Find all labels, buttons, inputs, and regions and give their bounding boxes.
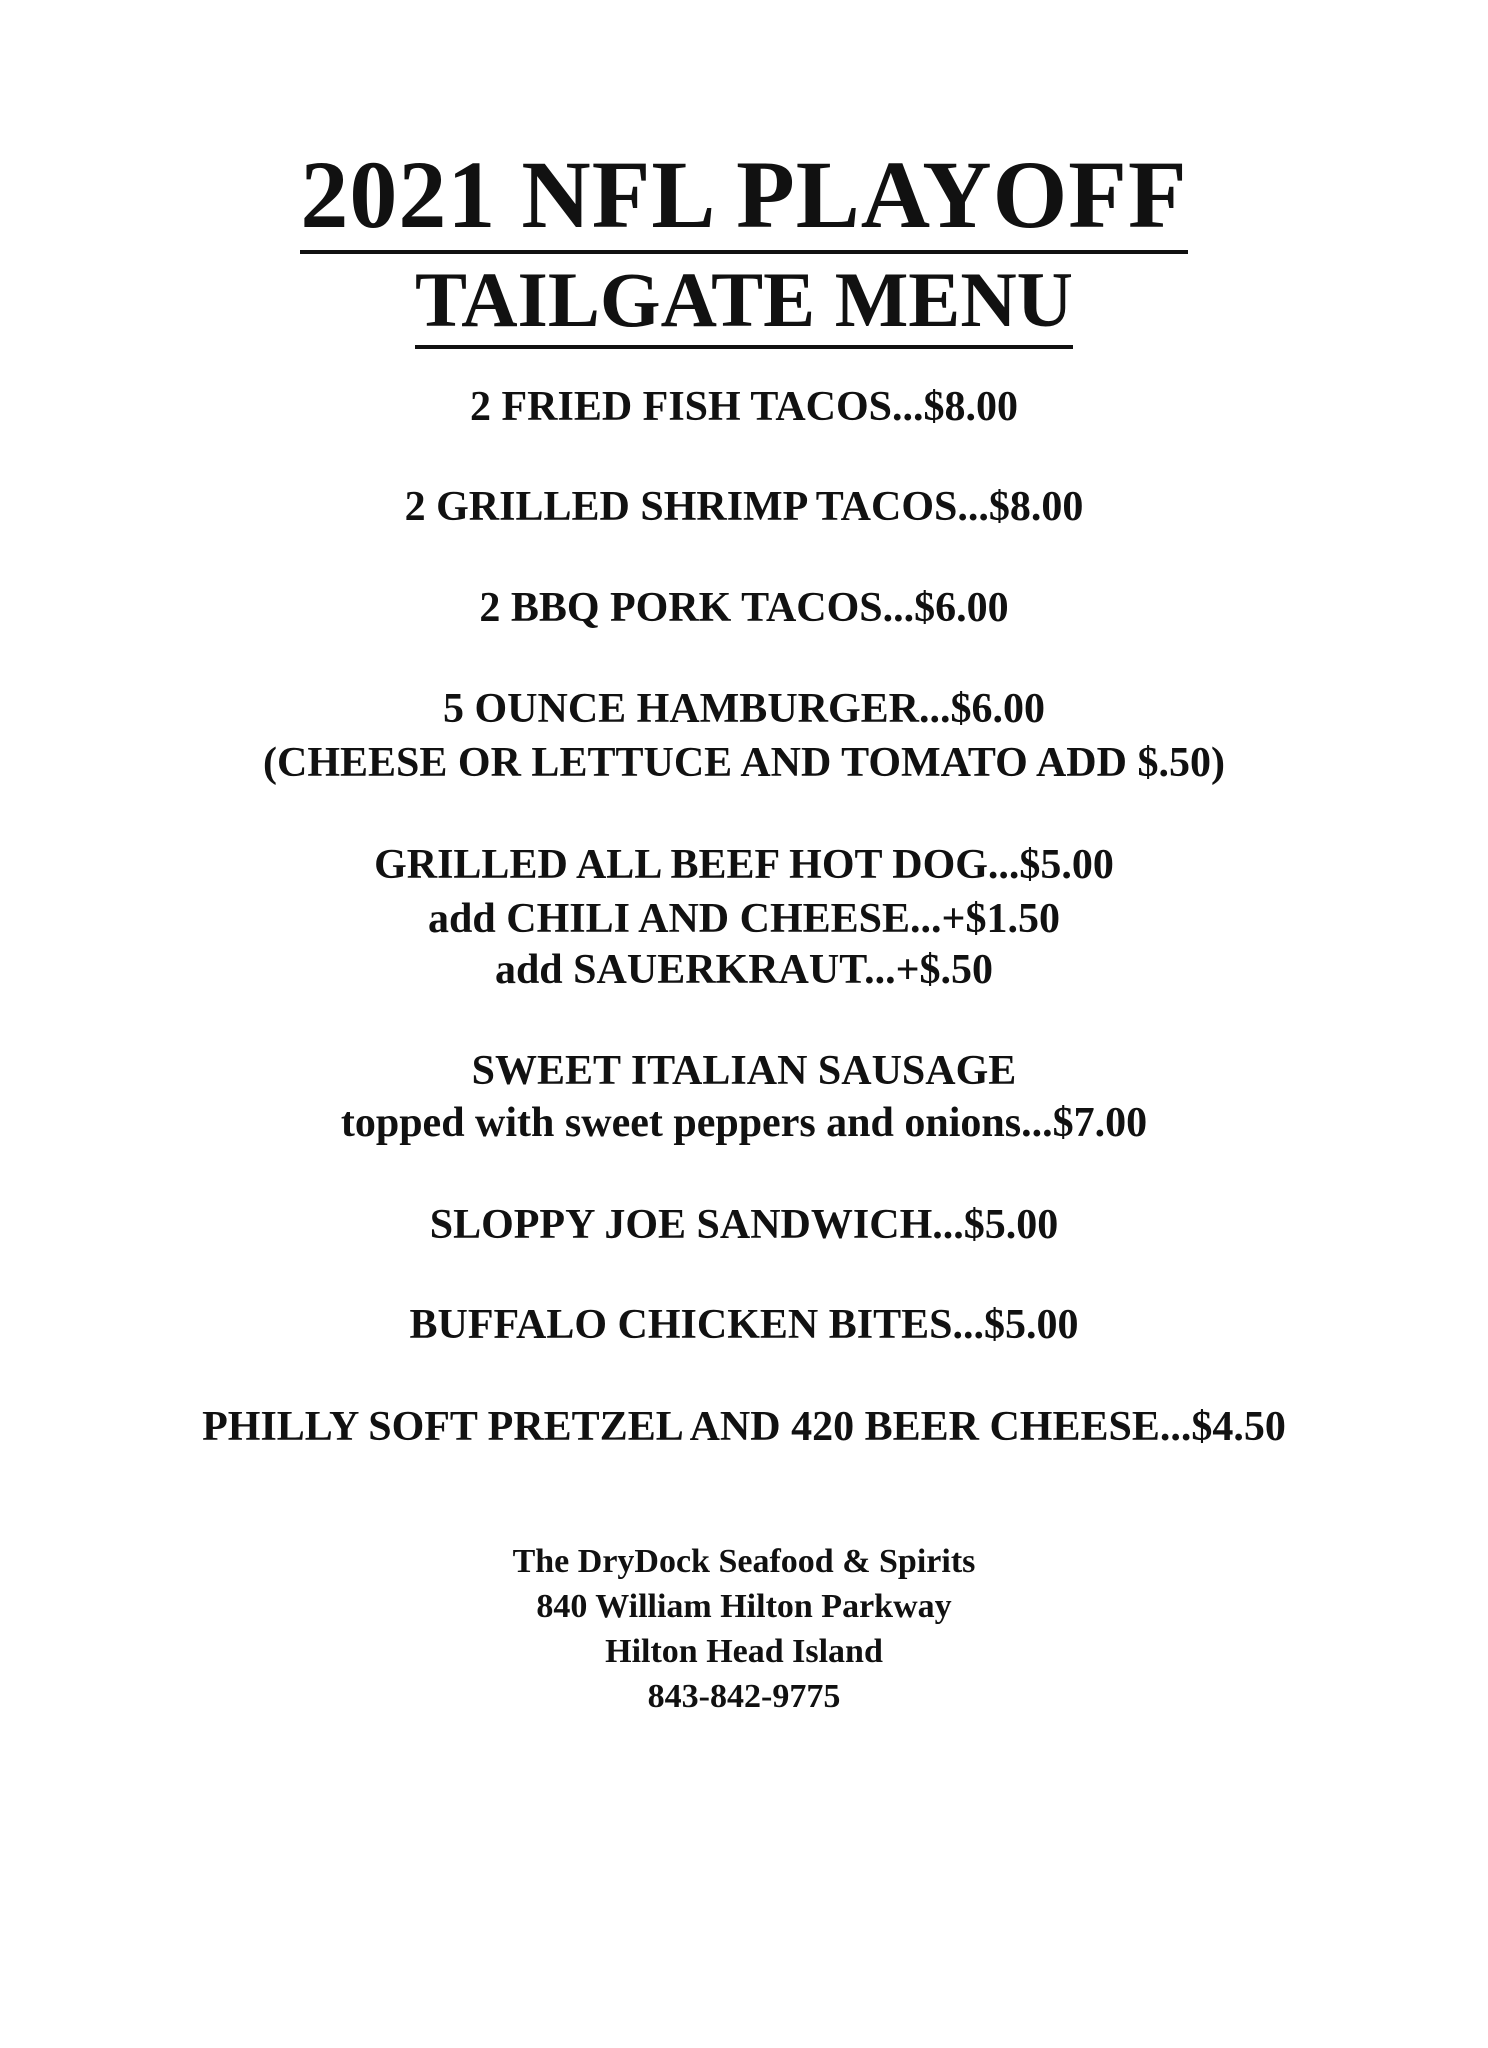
title-line-1: 2021 NFL PLAYOFF xyxy=(300,141,1187,254)
menu-item-hot-dog-kraut: add SAUERKRAUT...+$.50 xyxy=(494,947,994,993)
menu-item-hamburger: 5 OUNCE HAMBURGER...$6.00 xyxy=(442,686,1045,732)
menu-item-hamburger-addon: (CHEESE OR LETTUCE AND TOMATO ADD $.50) xyxy=(263,740,1225,786)
menu-item-sausage-detail: topped with sweet peppers and onions...$7.00 xyxy=(340,1100,1148,1146)
page-title xyxy=(0,140,1488,250)
restaurant-phone: 843-842-9775 xyxy=(647,1678,841,1715)
menu-item-fish-tacos: 2 FRIED FISH TACOS...$8.00 xyxy=(469,384,1019,430)
menu-item-pretzel: PHILLY SOFT PRETZEL AND 420 BEER CHEESE...$4.50 xyxy=(202,1404,1286,1450)
restaurant-city: Hilton Head Island xyxy=(605,1633,883,1670)
page-subtitle xyxy=(0,255,1488,345)
menu-item-sausage: SWEET ITALIAN SAUSAGE xyxy=(471,1048,1017,1094)
menu-item-sloppy-joe: SLOPPY JOE SANDWICH...$5.00 xyxy=(429,1202,1059,1248)
restaurant-address: 840 William Hilton Parkway xyxy=(536,1588,952,1625)
menu-item-hot-dog: GRILLED ALL BEEF HOT DOG...$5.00 xyxy=(374,842,1114,888)
restaurant-name: The DryDock Seafood & Spirits xyxy=(512,1543,976,1580)
menu-item-hot-dog-chili: add CHILI AND CHEESE...+$1.50 xyxy=(428,896,1060,942)
menu-item-chicken-bites: BUFFALO CHICKEN BITES...$5.00 xyxy=(409,1302,1079,1348)
menu-item-pork-tacos: 2 BBQ PORK TACOS...$6.00 xyxy=(479,585,1009,631)
title-line-2: TAILGATE MENU xyxy=(415,256,1073,349)
menu-item-shrimp-tacos: 2 GRILLED SHRIMP TACOS...$8.00 xyxy=(404,484,1084,530)
